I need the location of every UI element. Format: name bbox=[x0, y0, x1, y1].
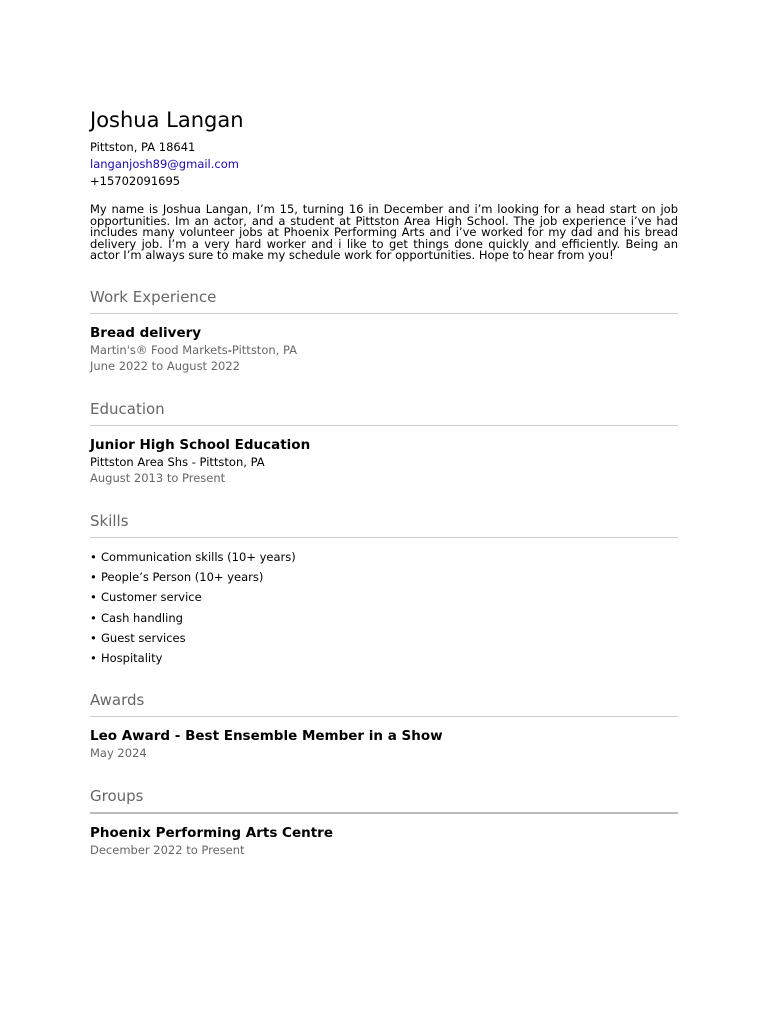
work-experience-section bbox=[90, 287, 678, 374]
email-link[interactable]: langanjosh89@gmail.com bbox=[90, 157, 239, 171]
award-title: Leo Award - Best Ensemble Member in a Show bbox=[90, 728, 443, 745]
skill-label: Hospitality bbox=[101, 650, 163, 665]
work-experience-heading: Work Experience bbox=[90, 287, 678, 314]
bullet-icon: • bbox=[90, 610, 97, 625]
job-location: Pittston, PA bbox=[231, 342, 298, 357]
education-school: Pittston Area Shs - Pittston, PA bbox=[90, 454, 265, 469]
education-section bbox=[90, 399, 678, 486]
skill-item bbox=[90, 567, 678, 587]
work-entry bbox=[90, 324, 678, 374]
bullet-icon: • bbox=[90, 590, 97, 605]
summary-text: My name is Joshua Langan, I’m 15, turning 16 in December and i’m looking for a head start on job opportunities. Im an actor, and a student at Pittston Area High School. The job experience i’ve had includes many volunteer jobs at Phoenix Performing Arts and i’ve worked for my dad and his bread delivery job. I’m a very hard worker and i like to get things done quickly and efficiently. Being an actor I’m always sure to make my schedule work for opportunities. Hope to hear from you! bbox=[90, 202, 678, 263]
skill-label: Customer service bbox=[101, 590, 202, 605]
job-dates: June 2022 to August 2022 bbox=[90, 358, 240, 373]
skill-label: Cash handling bbox=[101, 610, 183, 625]
job-company: Martin's® Food Markets bbox=[90, 342, 228, 357]
job-title: Bread delivery bbox=[90, 324, 202, 341]
education-entry bbox=[90, 436, 678, 486]
education-heading: Education bbox=[90, 399, 678, 426]
bullet-icon: • bbox=[90, 650, 97, 665]
resume-content bbox=[90, 106, 678, 858]
phone-text: +15702091695 bbox=[90, 174, 181, 188]
skills-list bbox=[90, 547, 678, 668]
award-entry bbox=[90, 727, 678, 761]
groups-section bbox=[90, 786, 678, 858]
bullet-icon: • bbox=[90, 630, 97, 645]
skill-item bbox=[90, 547, 678, 567]
job-company-line bbox=[90, 342, 678, 358]
skills-section bbox=[90, 511, 678, 668]
groups-heading: Groups bbox=[90, 786, 678, 814]
group-dates: December 2022 to Present bbox=[90, 843, 245, 858]
skill-label: People’s Person (10+ years) bbox=[101, 570, 264, 585]
job-separator: - bbox=[227, 342, 232, 357]
skill-item bbox=[90, 628, 678, 648]
awards-section bbox=[90, 690, 678, 761]
skill-label: Communication skills (10+ years) bbox=[101, 549, 296, 564]
awards-heading: Awards bbox=[90, 690, 678, 717]
education-dates: August 2013 to Present bbox=[90, 470, 226, 485]
skill-item bbox=[90, 587, 678, 607]
skill-item bbox=[90, 608, 678, 628]
bullet-icon: • bbox=[90, 570, 97, 585]
resume-name: Joshua Langan bbox=[90, 108, 244, 132]
email-line bbox=[90, 156, 678, 173]
education-title: Junior High School Education bbox=[90, 436, 311, 453]
skill-item bbox=[90, 648, 678, 668]
skill-label: Guest services bbox=[101, 630, 186, 645]
group-title: Phoenix Performing Arts Centre bbox=[90, 825, 333, 842]
skills-heading: Skills bbox=[90, 511, 678, 538]
location-text: Pittston, PA 18641 bbox=[90, 140, 196, 154]
bullet-icon: • bbox=[90, 549, 97, 564]
award-date: May 2024 bbox=[90, 746, 147, 761]
group-entry bbox=[90, 824, 678, 858]
